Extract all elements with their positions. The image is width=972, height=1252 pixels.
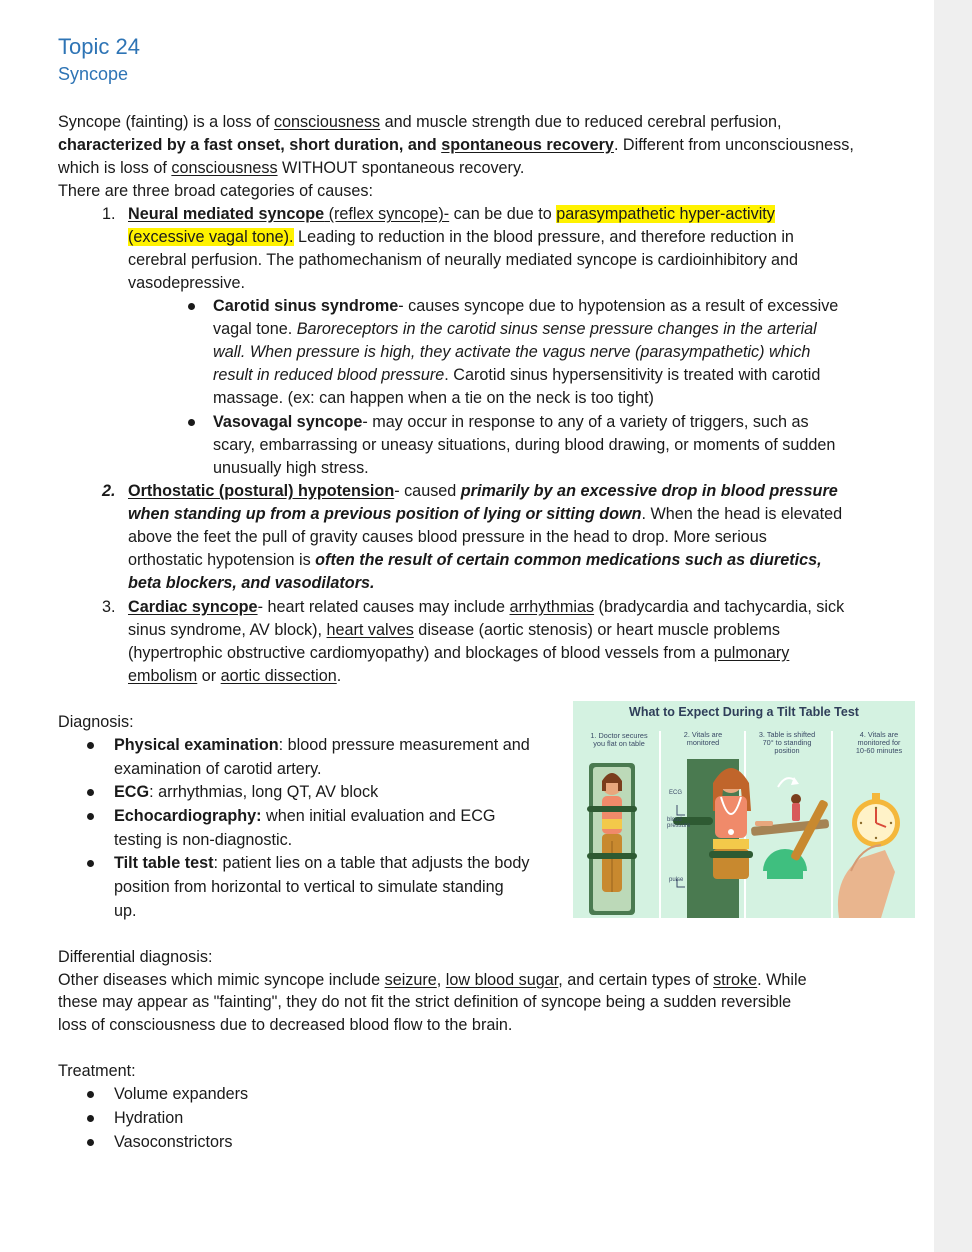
carotid-line-5: massage. (ex: can happen when a tie on the neck is too tight) <box>213 389 654 407</box>
vasovagal-line-1: Vasovagal syncope- may occur in response to any of a variety of triggers, such as <box>213 413 809 431</box>
cause-2-line-1: Orthostatic (postural) hypotension- caused primarily by an excessive drop in blood pressure <box>128 482 838 500</box>
cause-3-number: 3. <box>102 598 116 616</box>
intro-line-1: Syncope (fainting) is a loss of consciousness and muscle strength due to reduced cerebral perfusion, <box>58 113 782 131</box>
treatment-item: Vasoconstrictors <box>114 1133 233 1151</box>
blood-pressure-label: blood pressure <box>667 817 691 829</box>
diagnosis-item-4-line-2: position from horizontal to vertical to simulate standing <box>114 878 504 896</box>
carotid-line-4: result in reduced blood pressure. Carotid sinus hypersensitivity is treated with carotid <box>213 366 821 384</box>
treatment-item: Volume expanders <box>114 1085 249 1103</box>
intro-line-2: characterized by a fast onset, short duration, and spontaneous recovery. Different from unconsciousness, <box>58 136 854 154</box>
differential-line-3: loss of consciousness due to decreased blood flow to the brain. <box>58 1016 513 1034</box>
step-4-label: 4. Vitals are monitored for 10-60 minutes <box>855 730 903 755</box>
carotid-line-3: wall. When pressure is high, they activate the vagus nerve (parasympathetic) which <box>213 343 811 361</box>
bullet-dot <box>87 1115 94 1122</box>
step-3-label: 3. Table is shifted 70° to standing position <box>758 730 816 755</box>
bullet-dot <box>87 742 94 749</box>
bullet-dot <box>188 303 195 310</box>
cause-3-line-1: Cardiac syncope- heart related causes may include arrhythmias (bradycardia and tachycardia, sick <box>128 598 845 616</box>
differential-line-2: these may appear as "fainting", they do not fit the strict definition of syncope being a sudden reversible <box>58 993 792 1011</box>
cause-1-number: 1. <box>102 205 116 223</box>
cause-2-line-3: above the feet the pull of gravity causes blood pressure in the head to drop. More serious <box>128 528 767 546</box>
cause-2-line-4: orthostatic hypotension is often the result of certain common medications such as diuretics, <box>128 551 822 569</box>
bullet-dot <box>87 1091 94 1098</box>
cause-1-line-4: vasodepressive. <box>128 274 245 292</box>
diagnosis-item-4-line-3: up. <box>114 902 137 920</box>
diagnosis-item-3-line-2: testing is non-diagnostic. <box>114 831 293 849</box>
cause-1-line-3: cerebral perfusion. The pathomechanism of neurally mediated syncope is cardioinhibitory and <box>128 251 799 269</box>
cause-3-line-3: (hypertrophic obstructive cardiomyopathy) and blockages of blood vessels from a pulmonary <box>128 644 790 662</box>
scrollbar[interactable] <box>934 0 972 1252</box>
diagnosis-item-3-line-1: Echocardiography: when initial evaluation and ECG <box>114 807 496 825</box>
bullet-dot <box>87 789 94 796</box>
differential-heading: Differential diagnosis: <box>58 948 213 966</box>
cause-2-line-5: beta blockers, and vasodilators. <box>128 574 375 592</box>
treatment-item: Hydration <box>114 1109 184 1127</box>
carotid-line-1: Carotid sinus syndrome- causes syncope due to hypotension as a result of excessive <box>213 297 839 315</box>
intro-line-3: which is loss of consciousness WITHOUT spontaneous recovery. <box>58 159 525 177</box>
tilted-table-illustration <box>751 777 830 879</box>
cause-3-line-2: sinus syndrome, AV block), heart valves disease (aortic stenosis) or heart muscle problems <box>128 621 780 639</box>
vasovagal-line-3: unusually high stress. <box>213 459 369 477</box>
step-2-label: 2. Vitals are monitored <box>683 730 723 747</box>
cause-1-line-2: (excessive vagal tone). Leading to reduction in the blood pressure, and therefore reduction in <box>128 228 794 246</box>
bullet-dot <box>188 419 195 426</box>
cause-1-line-1: Neural mediated syncope (reflex syncope)- can be due to parasympathetic hyper-activity <box>128 205 775 223</box>
diagnosis-heading: Diagnosis: <box>58 713 134 731</box>
patient-on-table-illustration <box>587 763 637 915</box>
stopwatch-illustration <box>838 793 900 918</box>
cause-2-number: 2. <box>102 482 116 500</box>
carotid-line-2: vagal tone. Baroreceptors in the carotid sinus sense pressure changes in the arterial <box>213 320 817 338</box>
vitals-monitoring-illustration <box>673 759 753 918</box>
treatment-heading: Treatment: <box>58 1062 136 1080</box>
page-subtitle: Syncope <box>58 64 129 84</box>
pulse-label: pulse <box>669 877 684 883</box>
bullet-dot <box>87 1139 94 1146</box>
ecg-label: ECG <box>669 790 683 796</box>
cause-2-line-2: when standing up from a previous position of lying or sitting down. When the head is elevated <box>128 505 843 523</box>
vasovagal-line-2: scary, embarrassing or uneasy situations, during blood drawing, or moments of sudden <box>213 436 836 454</box>
diagnosis-item-4-line-1: Tilt table test: patient lies on a table that adjusts the body <box>114 854 530 872</box>
differential-line-1: Other diseases which mimic syncope include seizure, low blood sugar, and certain types of stroke. While <box>58 971 807 989</box>
diagnosis-item-1-line-2: examination of carotid artery. <box>114 760 322 778</box>
diagnosis-item-1-line-1: Physical examination: blood pressure measurement and <box>114 736 530 754</box>
tilt-table-figure <box>573 701 915 918</box>
bullet-dot <box>87 813 94 820</box>
intro-line-4: There are three broad categories of causes: <box>58 182 373 200</box>
step-1-label: 1. Doctor secures you flat on table <box>590 731 648 748</box>
diagnosis-item-2: ECG: arrhythmias, long QT, AV block <box>114 783 379 801</box>
figure-title: What to Expect During a Tilt Table Test <box>629 705 859 719</box>
bullet-dot <box>87 860 94 867</box>
tilt-table-illustration <box>573 701 915 918</box>
page-title: Topic 24 <box>58 34 140 59</box>
cause-3-line-4: embolism or aortic dissection. <box>128 667 342 685</box>
